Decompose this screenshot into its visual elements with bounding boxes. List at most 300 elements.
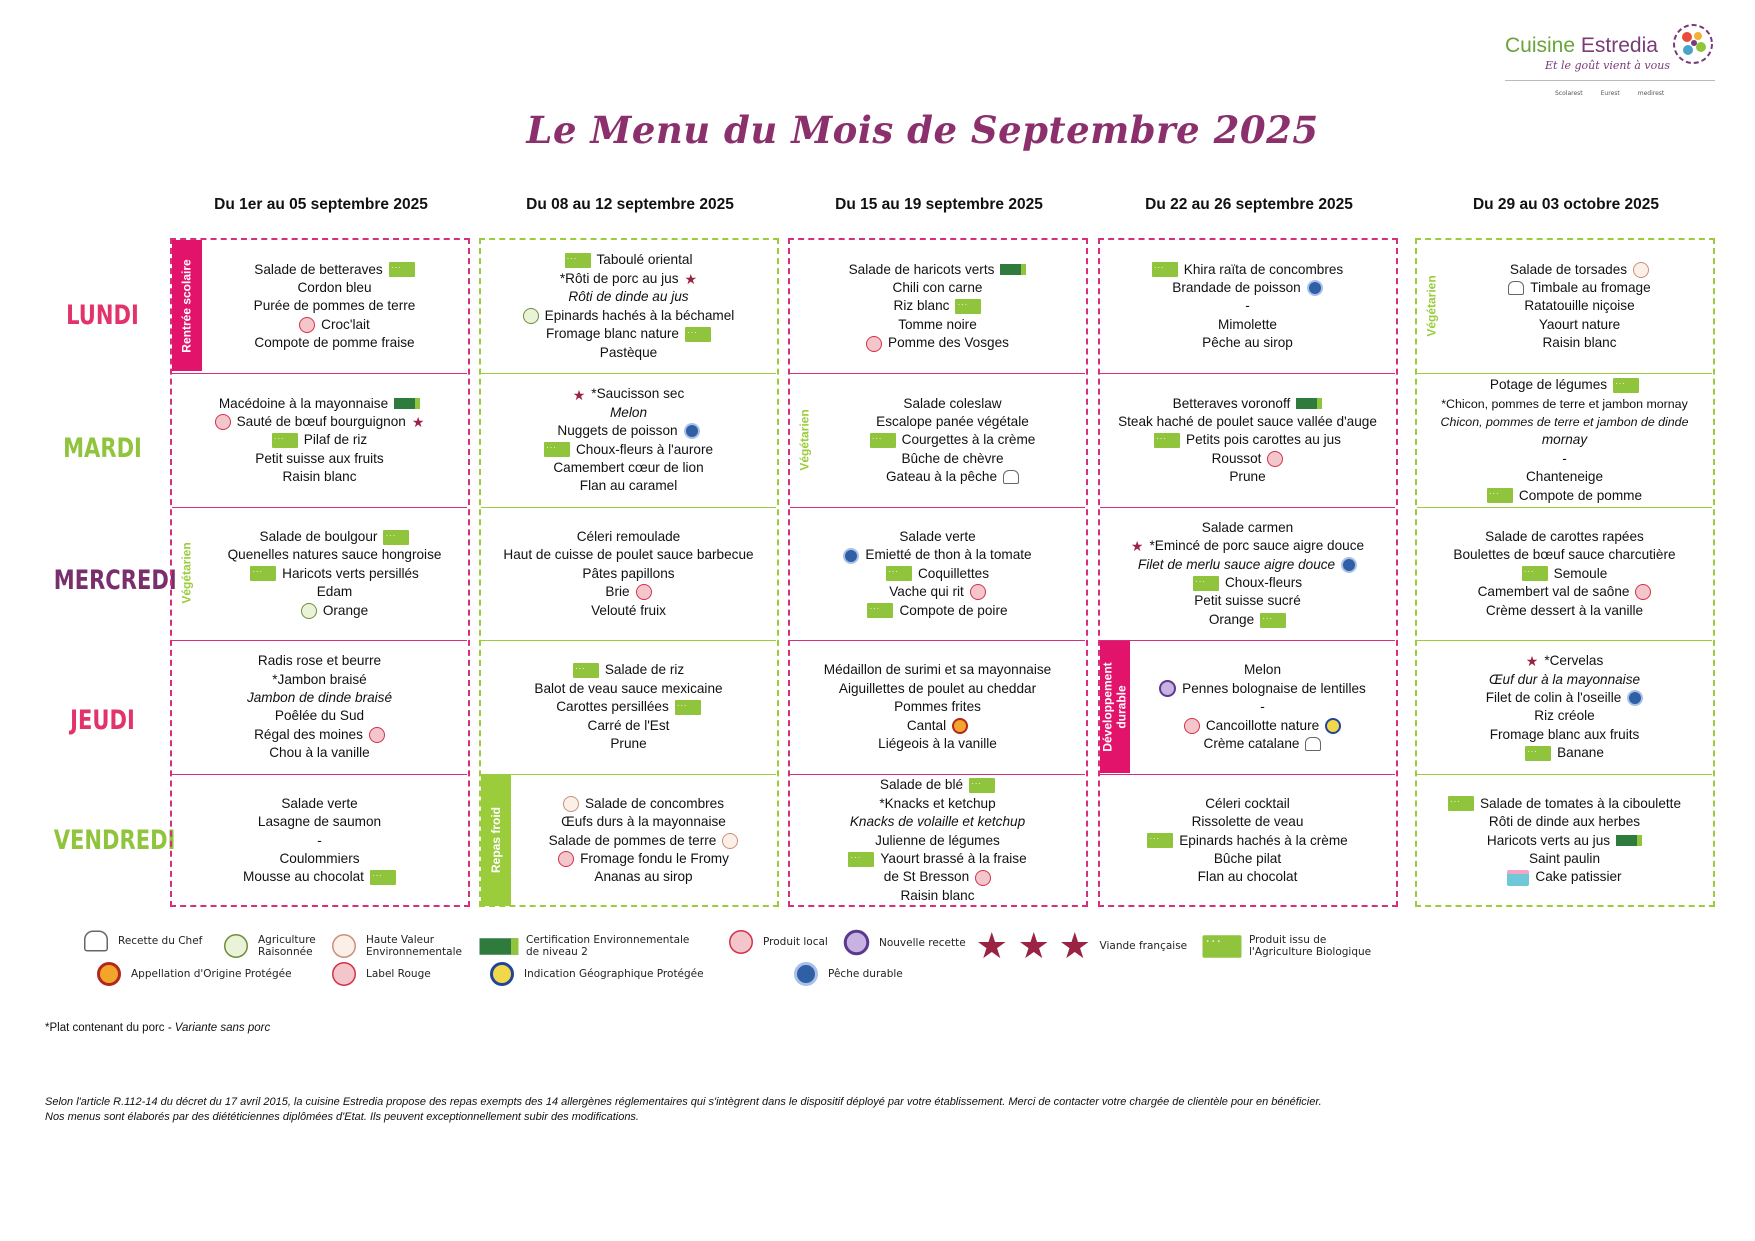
dish-line — [1529, 850, 1600, 868]
dish-line — [269, 744, 370, 762]
dish-name: Semoule — [1553, 565, 1608, 581]
dish-line — [1448, 795, 1681, 813]
dish-line — [1184, 717, 1341, 735]
bio-badge-icon — [848, 852, 874, 867]
legend-item — [975, 925, 1188, 967]
legend-item — [1203, 934, 1371, 958]
loc-badge-icon — [636, 584, 652, 600]
dish-name: Haricots verts au jus — [1486, 832, 1611, 848]
dish-line — [317, 832, 322, 850]
dish-name: Roussot — [1211, 450, 1262, 466]
dish-name: Céleri cocktail — [1205, 795, 1290, 811]
dish-line — [260, 528, 410, 546]
mer-badge-icon — [843, 548, 859, 564]
cake-badge-icon — [1507, 870, 1529, 886]
dish-name: Salade de haricots verts — [848, 261, 995, 277]
dish-line — [1159, 680, 1366, 698]
dish-line — [1489, 671, 1640, 689]
bio-badge-icon — [544, 442, 570, 457]
estredia-logo — [1505, 22, 1735, 112]
dish-name: Ratatouille niçoise — [1524, 298, 1635, 314]
bio-badge-icon — [1613, 378, 1639, 393]
footer-dietitian-note: Nos menus sont élaborés par des diététiciennes diplômées d'Etat. Ils peuvent exceptionnellement subir des modifications. — [45, 1111, 639, 1123]
dish-line — [254, 297, 416, 315]
dish-line — [1118, 413, 1377, 431]
french-meat-star-icon: ★ — [1525, 653, 1539, 670]
legend-item — [95, 966, 292, 982]
loc-badge-icon — [1635, 584, 1651, 600]
week-header: Du 29 au 03 octobre 2025 — [1472, 196, 1660, 213]
menu-cell — [1417, 373, 1712, 506]
dish-name: Cantal — [906, 717, 947, 733]
logo-brand: Cuisine Estredia — [1505, 34, 1658, 57]
dish-line — [588, 717, 670, 735]
dish-name: Rôti de dinde au jus — [568, 289, 689, 305]
dish-name: Saint paulin — [1528, 850, 1601, 866]
bio-badge-icon — [1154, 433, 1180, 448]
dish-line — [1490, 726, 1640, 744]
dish-name: Salade de concombres — [584, 795, 725, 811]
ce2-badge-icon — [1616, 835, 1642, 846]
bio-badge-icon — [1152, 262, 1178, 277]
dish-line — [557, 422, 699, 440]
week-header: Du 08 au 12 septembre 2025 — [526, 196, 734, 213]
theme-band: Repas froid — [481, 775, 511, 906]
dish-name: Flan au chocolat — [1197, 869, 1298, 885]
dish-name: Pennes bolognaise de lentilles — [1182, 680, 1366, 696]
dish-line — [561, 813, 726, 831]
dish-line — [1489, 813, 1640, 831]
menu-cell — [1417, 774, 1712, 907]
legend-label: Produit local — [763, 936, 828, 948]
menu-cell — [481, 240, 776, 373]
dish-name: Compote de pomme fraise — [254, 335, 415, 351]
dish-name: Salade de riz — [604, 662, 685, 678]
dish-name: *Cervelas — [1544, 653, 1604, 669]
loc-badge-icon — [1184, 718, 1200, 734]
aop-badge-icon — [952, 718, 968, 734]
dish-name: Emietté de thon à la tomate — [865, 547, 1032, 563]
menu-cell — [481, 507, 776, 640]
dish-line — [558, 850, 729, 868]
dish-name: Salade de carottes rapées — [1485, 528, 1644, 544]
bio-badge-icon — [272, 433, 298, 448]
dish-name: Œuf dur à la mayonnaise — [1488, 671, 1641, 687]
nr-badge-icon — [844, 930, 870, 956]
dish-name: Orange — [1208, 611, 1255, 627]
dish-line — [573, 661, 684, 679]
dish-line — [275, 707, 364, 725]
loc-badge-icon — [369, 727, 385, 743]
dish-line — [219, 395, 420, 413]
legend-label: Appellation d'Origine Protégée — [131, 968, 292, 980]
dish-name: Pilaf de riz — [303, 432, 368, 448]
menu-cell — [172, 373, 467, 506]
dish-name: Velouté fruix — [591, 602, 666, 618]
dish-line — [1562, 450, 1567, 468]
dish-line — [1193, 574, 1302, 592]
dish-name: Lasagne de saumon — [257, 814, 382, 830]
dish-line — [301, 602, 368, 620]
dish-name: Poêlée du Sud — [274, 708, 365, 724]
day-label-mercredi: MERCREDI — [53, 565, 177, 596]
dish-name: Banane — [1557, 745, 1604, 761]
dish-line — [565, 251, 693, 269]
bio-badge-icon — [867, 603, 893, 618]
menu-cell — [790, 373, 1085, 506]
dish-name: Raisin blanc — [1542, 335, 1617, 351]
legend-item — [727, 934, 828, 950]
dish-line — [875, 832, 1000, 850]
bio-badge-icon — [685, 327, 711, 342]
dish-name: Mimolette — [1218, 316, 1277, 332]
dish-line — [1526, 468, 1603, 486]
bio-badge-icon — [250, 566, 276, 581]
dish-name: Knacks de volaille et ketchup — [849, 814, 1026, 830]
legend-label: Haute Valeur Environnementale — [366, 934, 462, 958]
dish-line — [568, 288, 688, 306]
dish-line — [1198, 868, 1298, 886]
dish-name: Khira raïta de concombres — [1183, 261, 1344, 277]
dish-name: Prune — [1229, 469, 1266, 485]
bio-badge-icon — [1525, 746, 1551, 761]
dish-line — [870, 431, 1036, 449]
dish-name: Pomme des Vosges — [888, 335, 1009, 351]
dish-name: Salade de pommes de terre — [548, 832, 717, 848]
chef-badge-icon — [1003, 470, 1019, 484]
theme-band: Rentrée scolaire — [172, 240, 202, 371]
dish-name: *Emincé de porc sauce aigre douce — [1149, 538, 1365, 554]
chef-badge-icon — [84, 931, 108, 952]
dish-line — [1478, 583, 1652, 601]
dish-line — [582, 565, 674, 583]
dish-line — [894, 297, 982, 315]
dish-name: Macédoine à la mayonnaise — [218, 395, 389, 411]
dish-line — [600, 344, 657, 362]
dish-line — [1485, 528, 1644, 546]
dish-line — [1522, 565, 1608, 583]
legend-label: Viande française — [1099, 940, 1188, 952]
dish-line — [1205, 795, 1290, 813]
dish-line — [573, 385, 685, 403]
dish-line — [1152, 261, 1343, 279]
bio-badge-icon — [383, 530, 409, 545]
french-meat-star-icon: ★ — [1017, 925, 1050, 967]
dish-line — [850, 813, 1025, 831]
menu-cell — [1100, 507, 1395, 640]
dish-name: Médaillon de surimi et sa mayonnaise — [823, 662, 1052, 678]
legend-item — [222, 934, 316, 958]
pork-note: *Plat contenant du porc - Variante sans porc — [45, 1022, 271, 1034]
dish-line — [1192, 813, 1304, 831]
dish-line — [254, 334, 414, 352]
dish-line — [580, 477, 677, 495]
mer-badge-icon — [684, 423, 700, 439]
dish-name: Liégeois à la vanille — [878, 735, 997, 751]
dish-line — [553, 459, 703, 477]
dish-name: Salade verte — [281, 795, 358, 811]
menu-cell — [1100, 373, 1395, 506]
dish-name: Carottes persillées — [556, 699, 669, 715]
dish-name: Salade de blé — [879, 777, 964, 793]
bio-badge-icon — [565, 253, 591, 268]
dish-name: Chanteneige — [1525, 469, 1604, 485]
dish-line — [250, 565, 419, 583]
bio-badge-icon — [955, 299, 981, 314]
dish-line — [317, 583, 353, 601]
dish-line — [1138, 556, 1357, 574]
menu-cell — [1417, 507, 1712, 640]
dish-name: mornay — [1541, 432, 1588, 448]
day-label-lundi: LUNDI — [66, 300, 139, 331]
dish-name: Pâtes papillons — [582, 565, 675, 581]
nr-badge-icon — [1159, 680, 1176, 697]
legend-label: Indication Géographique Protégée — [524, 968, 704, 980]
dish-name: Pommes frites — [894, 699, 981, 715]
dish-line — [1229, 468, 1265, 486]
bio-badge-icon — [1260, 613, 1286, 628]
dish-name: Tomme noire — [898, 316, 977, 332]
ar-badge-icon — [224, 934, 248, 958]
dish-line — [279, 850, 359, 868]
dish-line — [1202, 519, 1293, 537]
dish-name: Brie — [605, 584, 630, 600]
mer-badge-icon — [1307, 280, 1323, 296]
dish-name: *Rôti de porc au jus — [559, 270, 679, 286]
dish-line — [1441, 395, 1688, 413]
ar-badge-icon — [523, 308, 539, 324]
dish-name: Melon — [1243, 662, 1282, 678]
legend-label: Recette du Chef — [118, 935, 203, 947]
dish-line — [243, 868, 396, 886]
french-meat-star-icon: ★ — [411, 414, 425, 431]
dish-line — [247, 689, 392, 707]
dish-line — [556, 698, 701, 716]
dish-name: Pêche au sirop — [1202, 335, 1293, 351]
dish-name: Compote de pomme — [1518, 487, 1643, 503]
legend-label: Agriculture Raisonnée — [258, 934, 316, 958]
week-column — [1098, 238, 1398, 907]
loc-badge-icon — [729, 930, 753, 954]
ce2-badge-icon — [1000, 264, 1026, 275]
menu-cell — [790, 774, 1085, 907]
bio-badge-icon — [1203, 935, 1242, 958]
dish-name: Filet de colin à l'oseille — [1485, 689, 1622, 705]
ce2-badge-icon — [480, 938, 519, 955]
dish-name: Courgettes à la crème — [901, 432, 1036, 448]
bio-badge-icon — [886, 566, 912, 581]
dish-name: Croc'lait — [321, 316, 370, 332]
dish-name: Aiguillettes de poulet au cheddar — [838, 680, 1037, 696]
loc-badge-icon — [970, 584, 986, 600]
dish-line — [1542, 334, 1616, 352]
menu-cell — [172, 774, 467, 907]
menu-cell — [1417, 640, 1712, 773]
dish-line — [254, 261, 414, 279]
aop-badge-icon — [97, 962, 121, 986]
dish-line — [900, 887, 974, 905]
legend-label: Produit issu de l'Agriculture Biologique — [1249, 934, 1372, 958]
dish-name: Pastèque — [599, 344, 658, 360]
loc-badge-icon — [1267, 451, 1283, 467]
week-header: Du 22 au 26 septembre 2025 — [1145, 196, 1353, 213]
dish-line — [849, 261, 1027, 279]
mer-badge-icon — [794, 962, 818, 986]
day-label-jeudi: JEUDI — [70, 705, 135, 736]
dish-line — [1486, 602, 1643, 620]
dish-name: Potage de légumes — [1489, 377, 1608, 393]
logo-partners: Scolarest Eurest medirest — [1555, 90, 1665, 97]
legend-item — [488, 966, 704, 982]
day-label-vendredi: VENDREDI — [53, 825, 176, 856]
legend-label: Label Rouge — [366, 968, 431, 980]
menu-cell — [1100, 640, 1395, 773]
dish-line — [1218, 316, 1277, 334]
loc-badge-icon — [215, 414, 231, 430]
dish-name: Nuggets de poisson — [557, 423, 678, 439]
dish-line — [534, 680, 722, 698]
dish-name: Fromage blanc aux fruits — [1489, 726, 1640, 742]
igp-badge-icon — [1325, 718, 1341, 734]
dish-line — [1172, 279, 1322, 297]
dish-name: Bûche pilat — [1213, 850, 1282, 866]
logo-mark-icon — [1671, 22, 1715, 66]
menu-cell — [790, 507, 1085, 640]
dish-name: *Chicon, pommes de terre et jambon mornay — [1441, 396, 1688, 411]
dish-name: Compote de poire — [899, 602, 1008, 618]
dish-name: Salade de boulgour — [259, 528, 378, 544]
dish-name: Steak haché de poulet sauce vallée d'auge — [1118, 413, 1377, 429]
dish-name: Melon — [609, 404, 648, 420]
dish-line — [1534, 707, 1594, 725]
day-label-mardi: MARDI — [63, 433, 142, 464]
dish-name: - — [317, 832, 322, 848]
dish-line — [282, 468, 356, 486]
dish-line — [1487, 487, 1642, 505]
french-meat-star-icon: ★ — [975, 925, 1008, 967]
dish-line — [1194, 592, 1301, 610]
menu-cell — [481, 373, 776, 506]
legend-label: Pêche durable — [828, 968, 903, 980]
dish-line — [563, 795, 724, 813]
loc-badge-icon — [975, 870, 991, 886]
dish-name: *Knacks et ketchup — [879, 795, 996, 811]
dish-line — [1154, 431, 1341, 449]
dish-line — [1147, 832, 1348, 850]
dish-line — [610, 404, 647, 422]
dish-name: - — [1562, 450, 1567, 466]
legend-label: Certification Environnementale de niveau 2 — [526, 934, 690, 958]
legend-item — [82, 934, 202, 948]
dish-line — [899, 528, 975, 546]
mer-badge-icon — [1341, 557, 1357, 573]
dish-name: - — [1245, 298, 1250, 314]
dish-line — [884, 868, 991, 886]
dish-line — [605, 583, 651, 601]
ce2-badge-icon — [394, 398, 420, 409]
dish-name: Riz créole — [1534, 708, 1595, 724]
dish-name: Petit suisse aux fruits — [255, 450, 384, 466]
dish-line — [610, 735, 646, 753]
menu-cell — [172, 640, 467, 773]
french-meat-star-icon: ★ — [1130, 538, 1144, 555]
dish-name: Salade de torsades — [1509, 261, 1628, 277]
dish-name: - — [1260, 699, 1265, 715]
igp-badge-icon — [490, 962, 514, 986]
dish-line — [1209, 611, 1286, 629]
dish-name: *Saucisson sec — [591, 386, 685, 402]
theme-band: Végétarien — [1425, 275, 1440, 337]
footer-allergen-note: Selon l'article R.112-14 du décret du 17 avril 2015, la cuisine Estredia propose des repas exempts des 14 allergènes réglementaires qui s'intègrent dans le dispositif déployé par votre établissement. Merci de contacter votre chargée de clientèle pour en bénéficier. — [45, 1096, 1322, 1108]
dish-line — [866, 334, 1009, 352]
dish-line — [1525, 744, 1604, 762]
dish-line — [591, 602, 666, 620]
dish-name: Choux-fleurs à l'aurore — [575, 441, 714, 457]
dish-name: Escalope panée végétale — [876, 413, 1029, 429]
dish-line — [1202, 334, 1293, 352]
bio-badge-icon — [675, 700, 701, 715]
dish-line — [903, 395, 1001, 413]
logo-tagline: Et le goût vient à vous — [1545, 59, 1671, 72]
dish-line — [228, 546, 442, 564]
legend-item — [480, 934, 689, 958]
dish-name: Salade coleslaw — [903, 395, 1002, 411]
dish-line — [1173, 395, 1323, 413]
legend-item — [330, 966, 431, 982]
dish-line — [255, 450, 383, 468]
dish-line — [876, 413, 1029, 431]
dish-name: Fromage fondu le Fromy — [580, 850, 729, 866]
dish-name: Epinards hachés à la crème — [1179, 832, 1348, 848]
dish-line — [1508, 279, 1650, 297]
dish-name: Radis rose et beurre — [257, 653, 382, 669]
french-meat-star-icon: ★ — [572, 386, 586, 403]
dish-name: Epinards hachés à la béchamel — [544, 307, 735, 323]
dish-line — [258, 652, 381, 670]
dish-line — [839, 680, 1036, 698]
dish-name: Julienne de légumes — [875, 832, 1000, 848]
dish-name: Balot de veau sauce mexicaine — [534, 680, 723, 696]
hve-badge-icon — [722, 833, 738, 849]
dish-line — [1131, 537, 1364, 555]
dish-line — [1212, 450, 1284, 468]
dish-name: Timbale au fromage — [1530, 280, 1651, 296]
dish-name: Chicon, pommes de terre et jambon de dinde — [1440, 414, 1689, 429]
dish-line — [1486, 689, 1644, 707]
dish-name: Crème catalane — [1203, 735, 1300, 751]
dish-name: Ananas au sirop — [594, 869, 693, 885]
dish-name: Sauté de bœuf bourguignon — [236, 413, 406, 429]
bio-badge-icon — [1448, 796, 1474, 811]
dish-line — [886, 468, 1019, 486]
dish-line — [879, 795, 995, 813]
dish-line — [1453, 546, 1675, 564]
dish-name: de St Bresson — [883, 869, 970, 885]
dish-line — [824, 661, 1051, 679]
dish-name: Salade de betteraves — [254, 261, 383, 277]
dish-line — [272, 431, 367, 449]
dish-line — [594, 868, 692, 886]
dish-line — [297, 279, 371, 297]
dish-name: Camembert cœur de lion — [553, 459, 704, 475]
dish-name: Fromage blanc nature — [546, 326, 679, 342]
dish-line — [893, 279, 983, 297]
menu-cell — [790, 240, 1085, 373]
week-column — [479, 238, 779, 907]
loc-badge-icon — [866, 336, 882, 352]
dish-line — [299, 316, 370, 334]
dish-name: Chili con carne — [892, 280, 983, 296]
